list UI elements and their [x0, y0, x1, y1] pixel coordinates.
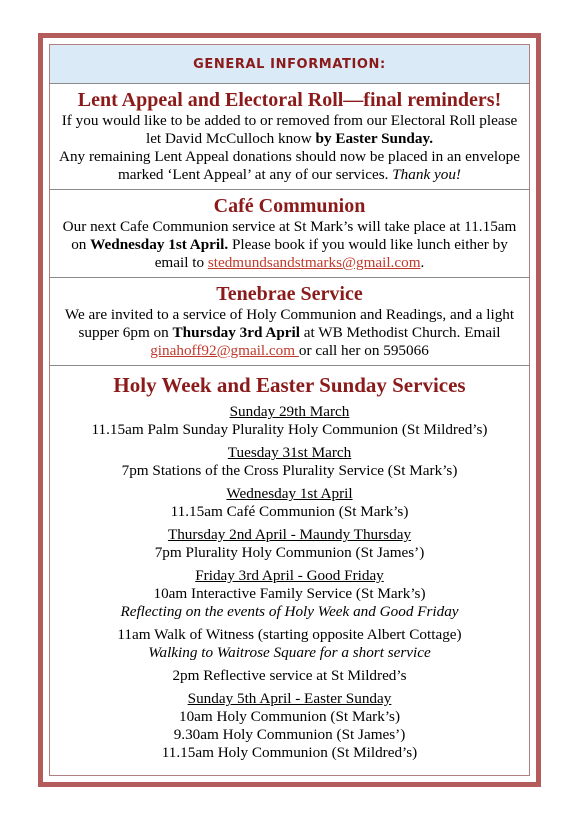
service-line: 11.15am Café Communion (St Mark’s)	[170, 503, 409, 520]
service-line: 11am Walk of Witness (starting opposite Albert Cottage)	[117, 626, 462, 643]
service-line: 10am Interactive Family Service (St Mark’s)	[153, 585, 426, 602]
day-heading: Friday 3rd April - Good Friday	[195, 567, 384, 584]
day-sunday-29	[54, 403, 525, 439]
newsletter-frame	[38, 33, 541, 787]
lent-appeal-text	[54, 112, 525, 184]
day-thursday-2	[54, 526, 525, 562]
cafe-p1-bold: Wednesday 1st April.	[90, 236, 229, 253]
tenebrae-p2: at WB Methodist Church. Email	[300, 324, 501, 341]
tenebrae-p1: We are invited to a service of Holy Communion and Readings, and a light supper 6pm on	[64, 306, 515, 341]
day-sunday-5	[54, 690, 525, 762]
general-information-header: GENERAL INFORMATION:	[50, 45, 529, 84]
day-heading: Sunday 29th March	[229, 403, 350, 420]
service-note: Walking to Waitrose Square for a short service	[148, 644, 431, 661]
lent-p2: Any remaining Lent Appeal donations should now be placed in an envelope marked ‘Lent Appeal’ at any of our services.	[59, 148, 520, 183]
cafe-p1: Our next Cafe Communion service at St Mark’s will take place at 11.15am on	[62, 218, 517, 253]
cafe-p3: .	[420, 254, 425, 271]
day-heading: Tuesday 31st March	[227, 444, 352, 461]
cafe-communion-text	[54, 218, 525, 272]
lent-p1: If you would like to be added to or removed from our Electoral Roll please let David McCulloch know	[61, 112, 518, 147]
day-heading: Sunday 5th April - Easter Sunday	[187, 690, 392, 707]
day-wednesday-1	[54, 485, 525, 521]
day-heading: Wednesday 1st April	[226, 485, 353, 502]
tenebrae-p3: or call her on 595066	[298, 342, 429, 359]
services-title: Holy Week and Easter Sunday Services	[113, 373, 466, 397]
service-line: 11.15am Holy Communion (St Mildred’s)	[161, 744, 418, 761]
tenebrae-p1-bold: Thursday 3rd April	[172, 324, 300, 341]
day-friday-3	[54, 567, 525, 685]
service-note: Reflecting on the events of Holy Week and Good Friday	[120, 603, 459, 620]
service-line: 7pm Plurality Holy Communion (St James’)	[154, 544, 425, 561]
cafe-p2: Please book if you would like lunch either by email to	[154, 236, 508, 271]
lent-p2-italic: Thank you!	[392, 166, 461, 183]
services-section	[50, 366, 529, 767]
newsletter-inner-border	[49, 44, 530, 776]
lent-p1-bold: by Easter Sunday.	[315, 130, 434, 147]
cafe-communion-title: Café Communion	[213, 195, 366, 217]
service-line: 7pm Stations of the Cross Plurality Service (St Mark’s)	[121, 462, 458, 479]
service-line: 2pm Reflective service at St Mildred’s	[172, 667, 407, 684]
lent-appeal-title: Lent Appeal and Electoral Roll—final reminders!	[77, 89, 502, 111]
tenebrae-section	[50, 278, 529, 366]
tenebrae-email-link[interactable]: ginahoff92@gmail.com	[150, 342, 299, 359]
service-line: 11.15am Palm Sunday Plurality Holy Communion (St Mildred’s)	[91, 421, 488, 438]
day-heading: Thursday 2nd April - Maundy Thursday	[167, 526, 412, 543]
tenebrae-title: Tenebrae Service	[216, 283, 363, 305]
service-line: 9.30am Holy Communion (St James’)	[173, 726, 406, 743]
cafe-communion-section	[50, 190, 529, 278]
day-tuesday-31	[54, 444, 525, 480]
tenebrae-text	[54, 306, 525, 360]
cafe-email-link[interactable]: stedmundsandstmarks@gmail.com	[207, 254, 421, 271]
service-line: 10am Holy Communion (St Mark’s)	[178, 708, 401, 725]
lent-appeal-section	[50, 84, 529, 190]
